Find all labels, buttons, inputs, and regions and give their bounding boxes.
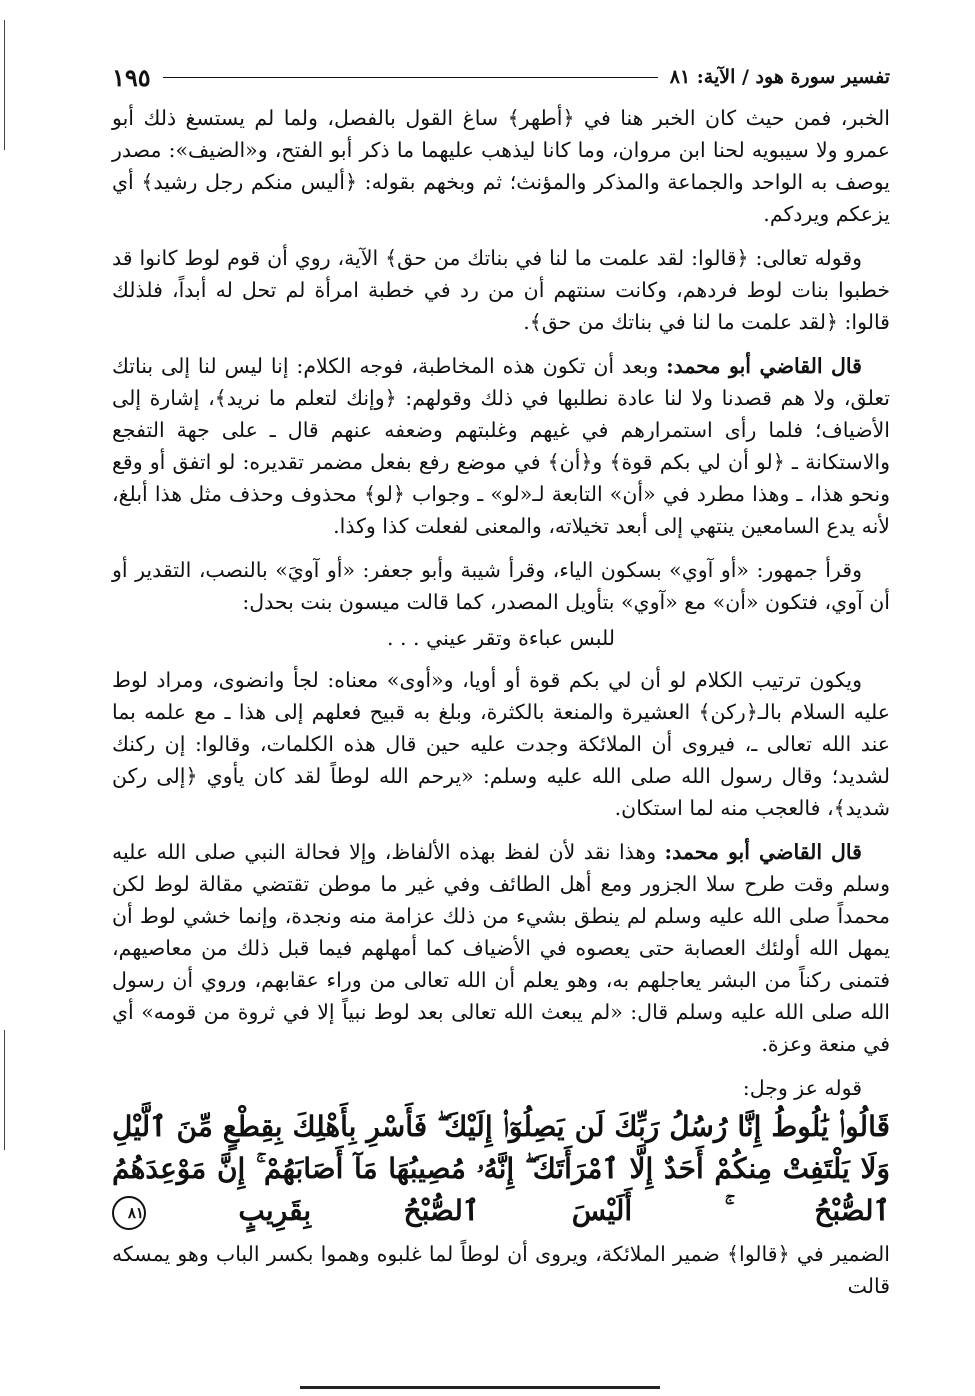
verse-intro: قوله عز وجل: [742,1076,862,1100]
paragraph [112,350,890,542]
paragraph: ويكون ترتيب الكلام لو أن لي بكم قوة أو أويا، و«أوى» معناه: لجأ وانضوى، ومراد لوط عليه السلام بالـ﴿ركن﴾ العشيرة والمنعة بالكثرة، وبلغ به قبيح فعلهم إلى هذا ـ مع علمه بما عند الله تعالى ـ، فيروى أن الملائكة وجدت عليه حين قال هذه الكلمات، وقالوا: إن ركنك لشديد؛ وقال رسول الله صلى الله عليه وسلم: «يرحم الله لوطاً لقد كان يأوي ﴿إلى ركن شديد﴾، فالعجب منه لما استكان. [112,668,890,820]
body-text [112,102,890,1314]
author-lead: قال القاضي أبو محمد: [666,354,862,378]
page-number: ١٩٥ [112,62,151,92]
paragraph-text: وهذا نقد لأن لفظ بهذه الألفاظ، وإلا فحالة النبي صلى الله عليه وسلم وقت طرح سلا الجزور ومع أهل الطائف وفي غير ما موطن تقتضي مقالة لوط لكن محمداً صلى الله عليه وسلم لم ينطق بشيء من ذلك عزامة منه ونجدة، وإنما خشي لوط أن يمهل الله أولئك العصابة حتى يعصوه في الأضياف كما أمهلهم فيما قبل ذلك من معاصيهم، فتمنى ركناً من البشر يعاجلهم به، وهو يعلم أن الله تعالى من وراء عقابهم، وروي أن رسول الله صلى الله عليه وسلم قال: «لم يبعث الله تعالى بعد لوط نبياً إلا في ثروة من قومه» أي في منعة وعزة. [112,840,890,1056]
quran-text: قَالُوا۟ يَٰلُوطُ إِنَّا رُسُلُ رَبِّكَ لَن يَصِلُوٓا۟ إِلَيْكَ ۖ فَأَسْرِ بِأَهْلِكَ بِقِطْعٍ مِّنَ ٱلَّيْلِ وَلَا يَلْتَفِتْ مِنكُمْ أَحَدٌ إِلَّا ٱمْرَأَتَكَ ۖ إِنَّهُۥ مُصِيبُهَا مَآ أَصَابَهُمْ ۚ إِنَّ مَوْعِدَهُمُ ٱلصُّبْحُ ۚ أَلَيْسَ ٱلصُّبْحُ بِقَرِيبٍ [112,1110,890,1227]
paragraph: الخبر، فمن حيث كان الخبر هنا في ﴿أطهر﴾ ساغ القول بالفصل، ولما لم يستسغ ذلك أبو عمرو ولا سيبويه لحنا ابن مروان، وما كانا ليذهب عليهما ما ذكر أبو الفتح، و«الضيف»: مصدر يوصف به الواحد والجماعة والمذكر والمؤنث؛ ثم وبخهم بقوله: ﴿أليس منكم رجل رشيد﴾ أي يزعكم ويردكم. [112,106,890,226]
scan-edge-line [4,1030,5,1150]
header-rule [163,77,658,78]
ayah-number-badge: ٨١ [112,1196,146,1230]
running-title: تفسير سورة هود / الآية: ٨١ [669,66,890,88]
paragraph [112,836,890,1060]
poetry-verse: للبس عباءة وتقر عيني . . . [386,626,616,650]
page-header [112,60,890,94]
scan-bottom-edge [300,1386,660,1389]
paragraph-text: وبعد أن تكون هذه المخاطبة، فوجه الكلام: إنا ليس لنا إلى بناتك تعلق، ولا هم قصدنا ولا لنا عادة نطلبها في ذلك وقولهم: ﴿وإنك لتعلم ما نريد﴾، إشارة إلى الأضياف؛ فلما رأى استمرارهم في غيهم وغلبتهم وضعفه عنهم قال ـ على جهة التفجع والاستكانة ـ ﴿لو أن لي بكم قوة﴾ و﴿أن﴾ في موضع رفع بفعل مضمر تقديره: لو اتفق أو وقع ونحو هذا، ـ وهذا مطرد في «أن» التابعة لـ«لو» ـ وجواب ﴿لو﴾ محذوف وحذف مثل هذا أبلغ، لأنه يدع السامعين ينتهي إلى أبعد تخيلاته، والمعنى لفعلت كذا وكذا. [112,354,890,538]
scan-edge-line [4,20,5,150]
paragraph: الضمير في ﴿قالوا﴾ ضمير الملائكة، ويروى أن لوطاً لما غلبوه وهموا بكسر الباب وهو يمسكه قالت [112,1242,890,1298]
quran-verse [112,1106,890,1232]
paragraph: وقرأ جمهور: «أو آوي» بسكون الياء، وقرأ شيبة وأبو جعفر: «أو آويَ» بالنصب، التقدير أو أن آوي، فتكون «أن» مع «آوي» بتأويل المصدر، كما قالت ميسون بنت بحدل: [112,558,890,614]
author-lead: قال القاضي أبو محمد: [664,840,862,864]
paragraph: وقوله تعالى: ﴿قالوا: لقد علمت ما لنا في بناتك من حق﴾ الآية، روي أن قوم لوط كانوا قد خطبوا بنات لوط فردهم، وكانت سنتهم أن من رد في خطبة امرأة لم تحل له أبداً، فلذلك قالوا: ﴿لقد علمت ما لنا في بناتك من حق﴾. [112,246,890,334]
